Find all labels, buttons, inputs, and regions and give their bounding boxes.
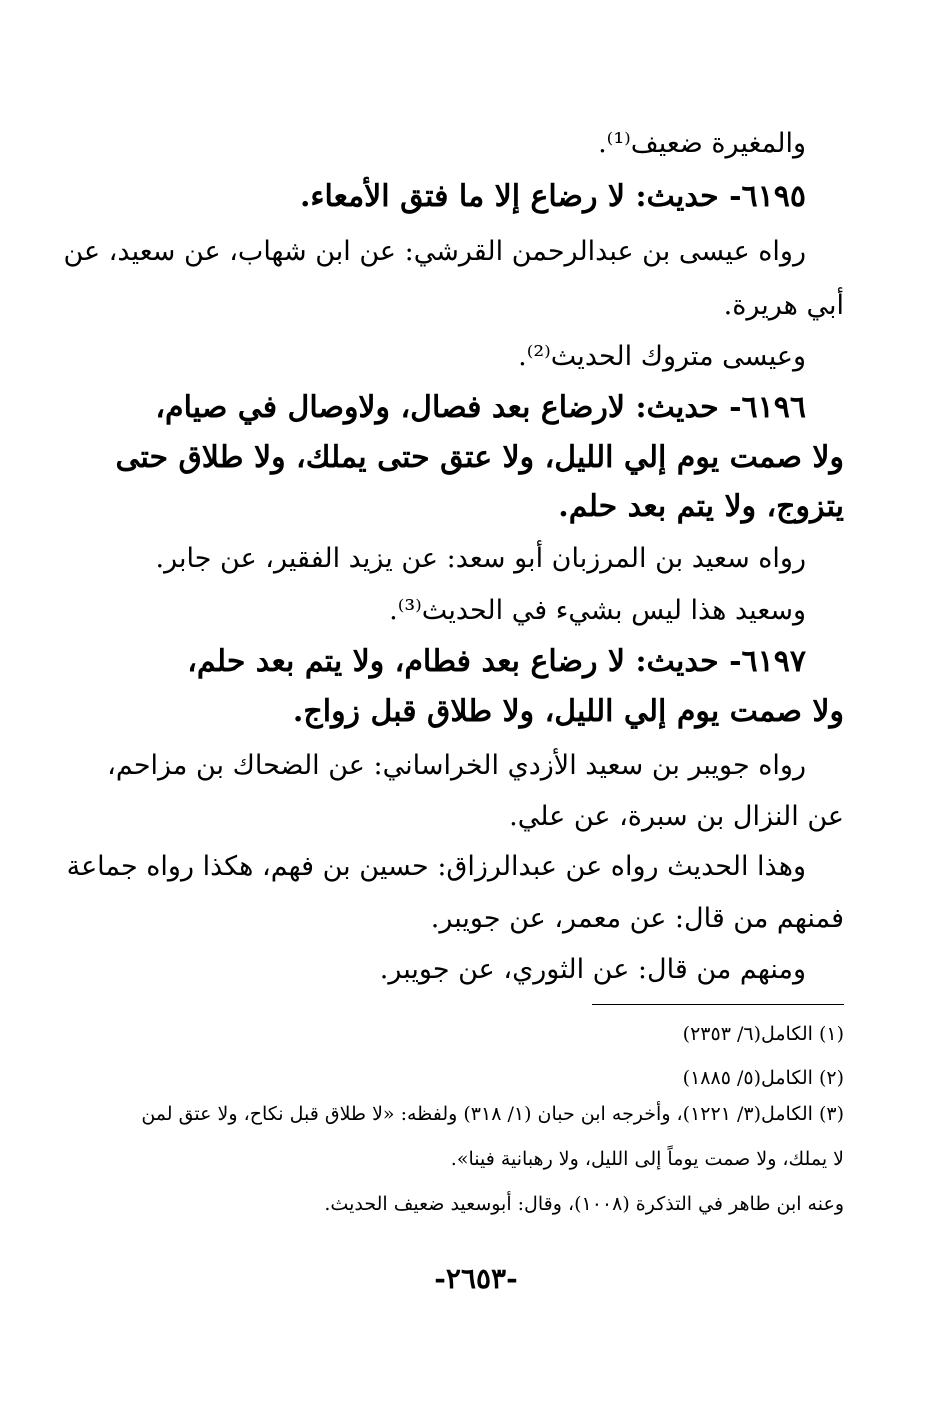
body-line: وعيسى متروك الحديث⁽²⁾. (518, 341, 806, 372)
hadith-text-line: ولا صمت يوم إلي الليل، ولا طلاق قبل زواج. (292, 694, 844, 729)
body-line: عن النزال بن سبرة، عن علي. (509, 801, 844, 832)
hadith-heading-6195: ٦١٩٥- حديث: لا رضاع إلا ما فتق الأمعاء. (299, 179, 806, 214)
body-line: وسعيد هذا ليس بشيء في الحديث⁽³⁾. (389, 595, 806, 626)
hadith-text-line: يتزوج، ولا يتم بعد حلم. (558, 489, 844, 524)
body-line: أبي هريرة. (723, 290, 844, 321)
footnote-1: (١) الكامل(٦/ ٢٣٥٣) (682, 1023, 844, 1045)
footnote-3-continued: لا يملك، ولا صمت يوماً إلى الليل، ولا رهبانية فينا». (450, 1148, 844, 1170)
body-line: رواه سعيد بن المرزبان أبو سعد: عن يزيد الفقير، عن جابر. (155, 543, 806, 574)
page-number: -٢٦٥٣- (434, 1262, 518, 1295)
footnote-3-continued: وعنه ابن طاهر في التذكرة (١٠٠٨)، وقال: أبوسعيد ضعيف الحديث. (324, 1193, 844, 1215)
body-line: وهذا الحديث رواه عن عبدالرزاق: حسين بن فهم، هكذا رواه جماعة (66, 851, 806, 882)
body-line: رواه عيسى بن عبدالرحمن القرشي: عن ابن شهاب، عن سعيد، عن (63, 236, 806, 267)
hadith-heading-6196: ٦١٩٦- حديث: لارضاع بعد فصال، ولاوصال في صيام، (155, 390, 806, 425)
body-line: ومنهم من قال: عن الثوري، عن جويبر. (379, 954, 806, 985)
hadith-text-line: ولا صمت يوم إلي الليل، ولا عتق حتى يملك، ولا طلاق حتى (115, 440, 844, 475)
body-line: والمغيرة ضعيف⁽¹⁾. (598, 128, 806, 159)
footnote-2: (٢) الكامل(٥/ ١٨٨٥) (682, 1067, 844, 1089)
footnote-separator (592, 1004, 844, 1005)
hadith-heading-6197: ٦١٩٧- حديث: لا رضاع بعد فطام، ولا يتم بعد حلم، (187, 644, 806, 679)
body-line: فمنهم من قال: عن معمر، عن جويبر. (430, 903, 844, 934)
footnote-3: (٣) الكامل(٣/ ١٢٢١)، وأخرجه ابن حبان (١/ ٣١٨) ولفظه: «لا طلاق قبل نكاح، ولا عتق لمن (141, 1103, 844, 1125)
body-line: رواه جويبر بن سعيد الأزدي الخراساني: عن الضحاك بن مزاحم، (107, 750, 806, 781)
